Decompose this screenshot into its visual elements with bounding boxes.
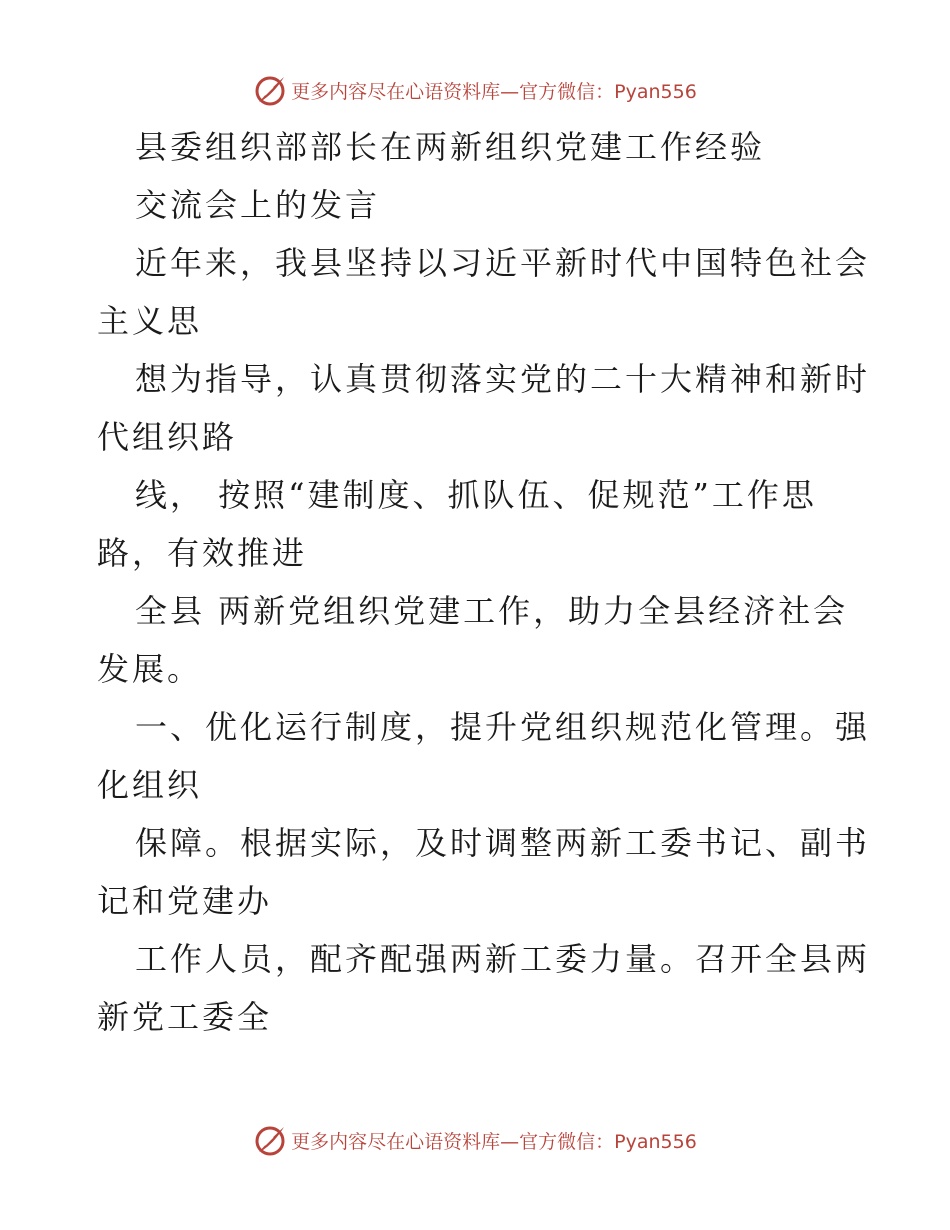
text-line: 主义思	[97, 302, 203, 340]
text-line: 县委组织部部长在两新组织党建工作经验	[135, 128, 766, 166]
text-line: 保障。根据实际，及时调整两新工委书记、副书	[135, 824, 871, 862]
quill-logo-icon	[253, 73, 287, 107]
header-banner	[0, 70, 950, 110]
text-line: 交流会上的发言	[135, 186, 381, 224]
footer-banner	[0, 1120, 950, 1160]
text-line: 化组织	[97, 766, 203, 804]
footer-banner-text: 更多内容尽在心语资料库—官方微信：Pyan556	[291, 1130, 697, 1153]
text-line: 想为指导，认真贯彻落实党的二十大精神和新时	[135, 360, 871, 398]
text-line: 工作人员，配齐配强两新工委力量。召开全县两	[135, 940, 871, 978]
text-line: 代组织路	[97, 418, 238, 456]
quill-logo-icon	[253, 1123, 287, 1157]
text-line: 一、优化运行制度，提升党组织规范化管理。强	[135, 708, 871, 746]
header-banner-text: 更多内容尽在心语资料库—官方微信：Pyan556	[291, 80, 697, 103]
text-line: 路，有效推进	[97, 534, 308, 572]
text-line: 记和党建办	[97, 882, 273, 920]
text-line: 近年来，我县坚持以习近平新时代中国特色社会	[135, 244, 871, 282]
text-line: 全县 两新党组织党建工作，助力全县经济社会	[135, 592, 849, 630]
text-line: 线， 按照“建制度、抓队伍、促规范”工作思	[135, 476, 817, 514]
text-line: 发展。	[97, 650, 203, 688]
text-line: 新党工委全	[97, 998, 273, 1036]
document-body	[97, 118, 871, 1046]
